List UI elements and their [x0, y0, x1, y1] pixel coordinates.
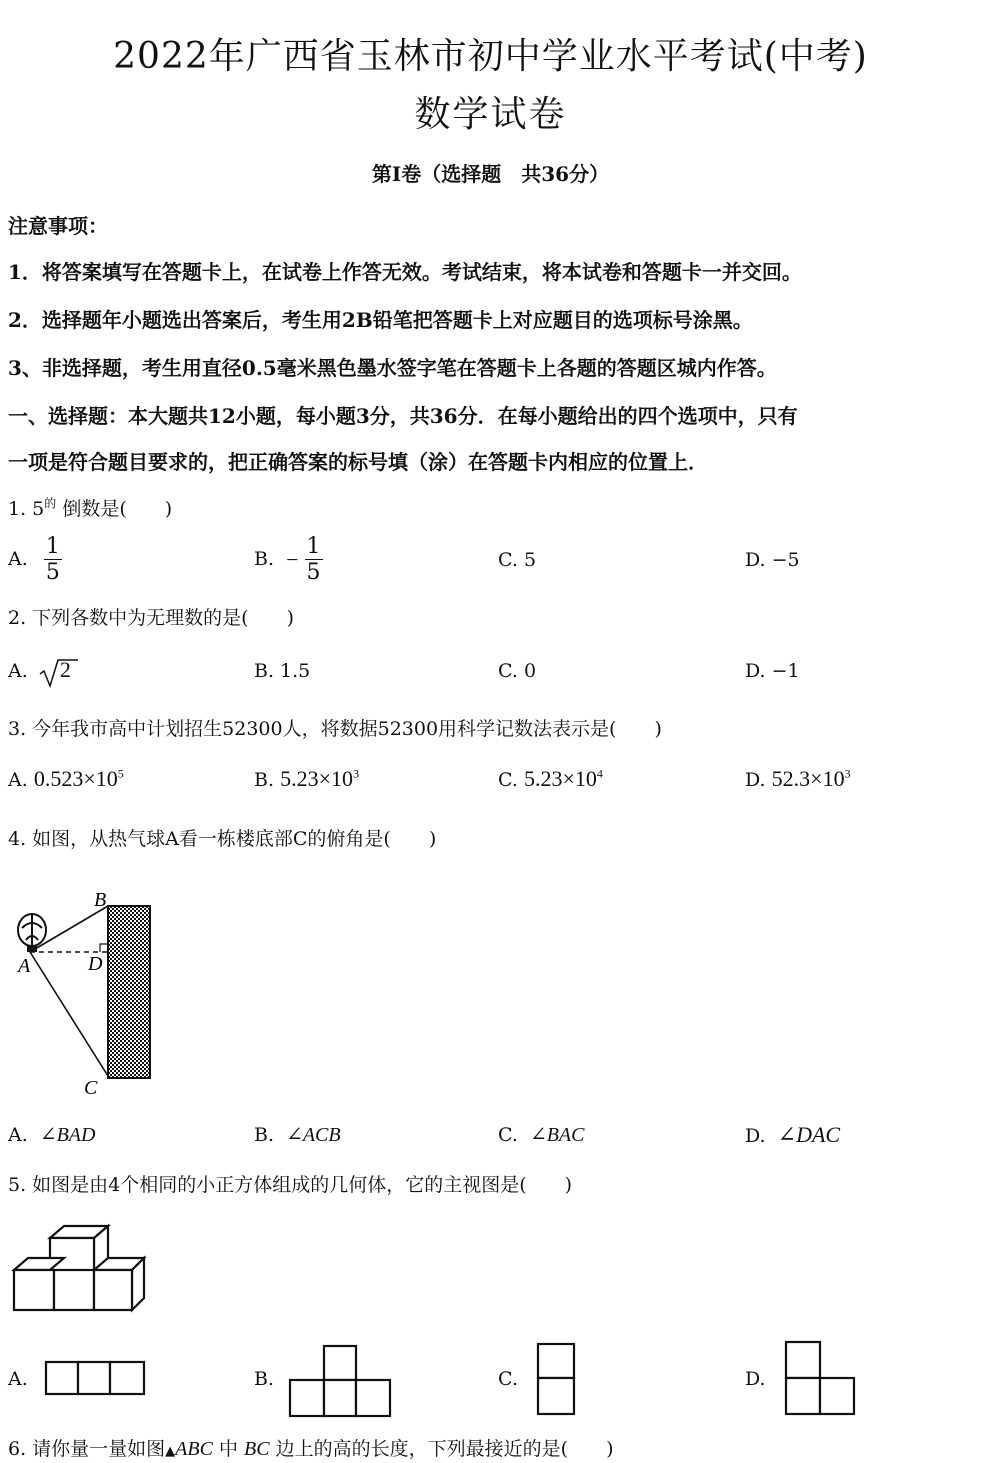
section-heading: 第I卷（选择题 共36分）: [371, 162, 610, 186]
q1-stem: [8, 494, 172, 521]
q2-option-c: C. 0: [498, 660, 537, 682]
q3-option-d-base: 52.3×10: [771, 766, 845, 791]
q3-option-b-label: B.: [254, 769, 275, 791]
q1-option-b-denominator: 5: [306, 560, 321, 586]
q4-option-b-value: ∠ACB: [286, 1124, 341, 1146]
q1-option-a-denominator: 5: [45, 560, 60, 586]
q4-label-c: C: [84, 1077, 98, 1099]
q4-option-d-value: ∠DAC: [777, 1122, 841, 1147]
q3-stem: 3. 今年我市高中计划招生52300人，将数据52300用科学记数法表示是( ): [8, 718, 662, 740]
q6-stem-mid: 中: [212, 1438, 245, 1460]
q1-option-b-label: B.: [254, 547, 275, 570]
q4-option-d-label: D.: [745, 1125, 766, 1147]
q4-option-b-label: B.: [254, 1124, 275, 1146]
q1-option-b-sign: −: [286, 546, 299, 572]
q3-option-b: [254, 766, 359, 792]
q5-stem: 5. 如图是由4个相同的小正方体组成的几何体，它的主视图是( ): [8, 1174, 573, 1196]
note-item-2: 2．选择题年小题选出答案后，考生用2B铅笔把答题卡上对应题目的选项标号涂黑。: [8, 308, 753, 332]
q1-stem-mark: 的: [44, 496, 57, 511]
q5-option-c-label: C.: [498, 1368, 518, 1390]
q2-option-a-radicand: 2: [59, 657, 71, 682]
q3-option-a-exp: 5: [117, 766, 124, 781]
q1-option-a-label: A.: [8, 547, 28, 570]
q2-stem: 2. 下列各数中为无理数的是( ): [8, 607, 294, 629]
exam-title: 2022年广西省玉林市初中学业水平考试(中考): [113, 36, 868, 77]
q3-option-a-base: 0.523×10: [33, 766, 118, 791]
exam-subtitle: 数学试卷: [414, 94, 567, 135]
q3-option-d-value: [772, 766, 851, 791]
q5-option-b-figure: [288, 1344, 394, 1420]
q3-option-a-label: A.: [8, 769, 28, 791]
building-shape: [108, 906, 150, 1078]
note-item-3: 3、非选择题，考生用直径0.5毫米黑色墨水签字笔在答题卡上各题的答题区城内作答。: [8, 356, 777, 380]
q1-option-a-numerator: 1: [45, 534, 60, 559]
sqrt-symbol-icon: [38, 656, 80, 688]
q5-option-d-figure: [782, 1340, 858, 1418]
q1-stem-tail: 倒数是( ): [56, 498, 173, 520]
q1-option-a: [8, 534, 62, 586]
q5-option-a-figure: [44, 1360, 148, 1398]
q3-option-c-label: C.: [498, 769, 518, 791]
q1-option-d: D. −5: [745, 549, 800, 571]
q3-option-c-base: 5.23×10: [523, 766, 597, 791]
q6-side-name: BC: [244, 1438, 270, 1460]
q6-stem-text: 6. 请你量一量如图: [8, 1438, 166, 1460]
q6-stem: [8, 1434, 613, 1461]
q1-option-b: [254, 534, 323, 586]
q4-label-a: A: [18, 955, 31, 977]
q2-option-b: B. 1.5: [254, 660, 311, 682]
q3-option-b-value: [280, 766, 359, 791]
q4-option-a-label: A.: [8, 1124, 28, 1146]
q4-option-c-label: C.: [498, 1124, 518, 1146]
q6-triangle-name: ABC: [175, 1438, 213, 1460]
q3-option-d-exp: 3: [844, 766, 851, 781]
q5-option-d-label: D.: [745, 1368, 766, 1390]
q1-option-b-fraction: [305, 534, 323, 586]
q4-option-a: [8, 1122, 95, 1147]
q6-stem-tail: 边上的高的长度，下列最接近的是( ): [269, 1438, 614, 1460]
q2-option-a: [8, 656, 91, 688]
q4-option-c: [498, 1122, 584, 1147]
q3-option-a: [8, 766, 124, 792]
q3-option-c-value: [524, 766, 603, 791]
q1-option-a-fraction: [44, 534, 62, 586]
q4-option-c-value: ∠BAC: [529, 1124, 585, 1146]
part1-instruction-line1: 一、选择题：本大题共12小题，每小题3分，共36分．在每小题给出的四个选项中，只有: [8, 404, 798, 428]
q1-option-c: C. 5: [498, 549, 537, 571]
q4-stem: 4. 如图，从热气球A看一栋楼底部C的俯角是( ): [8, 828, 437, 850]
q3-option-a-value: [34, 766, 124, 791]
q4-balloon-building-figure: [8, 880, 168, 1100]
q4-label-d: D: [88, 953, 103, 975]
q3-option-c: [498, 766, 603, 792]
q4-option-a-value: ∠BAD: [39, 1124, 96, 1146]
q3-option-b-base: 5.23×10: [280, 766, 353, 791]
q5-option-b-label: B.: [254, 1368, 275, 1390]
notes-heading: 注意事项：: [8, 214, 108, 238]
q5-cube-solid-figure: [8, 1218, 158, 1318]
q3-option-b-exp: 3: [352, 766, 359, 781]
q1-stem-text: 1. 5: [8, 498, 45, 520]
q3-option-c-exp: 4: [596, 766, 603, 781]
q3-option-d: [745, 766, 851, 792]
q1-option-b-numerator: 1: [306, 534, 321, 559]
q2-option-a-label: A.: [8, 660, 28, 682]
q5-option-c-figure: [536, 1342, 578, 1418]
q4-option-b: [254, 1122, 341, 1147]
note-item-1: 1．将答案填写在答题卡上，在试卷上作答无效。考试结束，将本试卷和答题卡一并交回。: [8, 260, 802, 284]
q2-option-d: D. −1: [745, 660, 800, 682]
triangle-icon: ▲: [165, 1444, 176, 1459]
q4-option-d: [745, 1122, 840, 1148]
q3-option-d-label: D.: [745, 769, 766, 791]
part1-instruction-line2: 一项是符合题目要求的，把正确答案的标号填（涂）在答题卡内相应的位置上．: [8, 450, 708, 474]
q5-option-a-label: A.: [8, 1368, 28, 1390]
q4-label-b: B: [94, 889, 107, 911]
